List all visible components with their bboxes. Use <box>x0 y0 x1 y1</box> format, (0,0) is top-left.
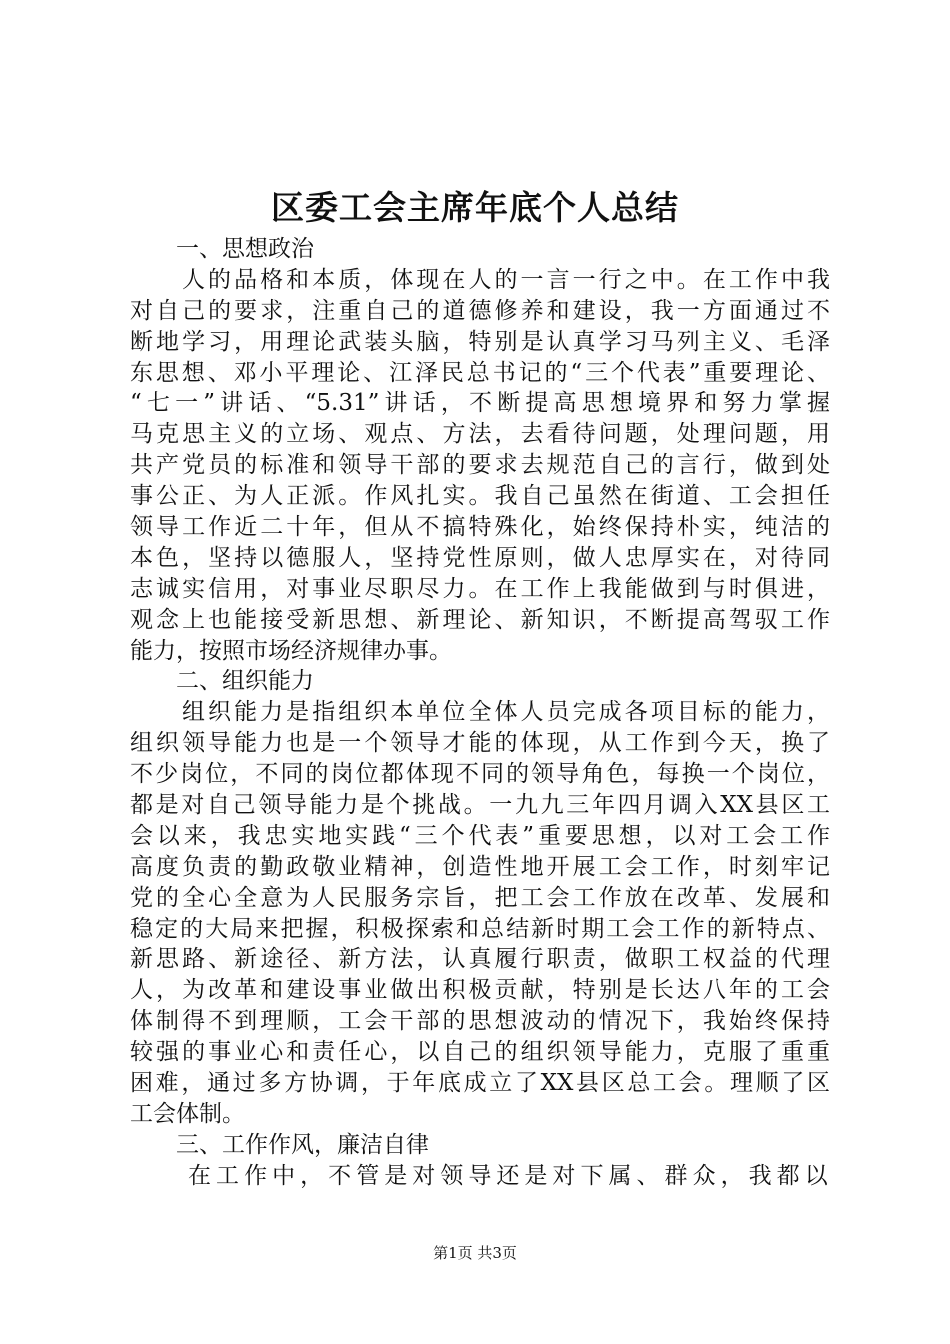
body-line: 工会体制。 <box>130 1100 245 1127</box>
body-line: 体制得不到理顺，工会干部的思想波动的情况下，我始终保持 <box>130 1008 830 1035</box>
body-line: 共产党员的标准和领导干部的要求去规范自己的言行，做到处 <box>130 452 830 479</box>
body-line: 不少岗位，不同的岗位都体现不同的领导角色，每换一个岗位， <box>130 761 830 788</box>
body-line: 马克思主义的立场、观点、方法，去看待问题，处理问题，用 <box>130 421 830 448</box>
document-body <box>130 234 830 1192</box>
body-line: 高度负责的勤政敬业精神，创造性地开展工会工作，时刻牢记 <box>130 853 830 880</box>
body-line: 观念上也能接受新思想、新理论、新知识，不断提高驾驭工作 <box>130 606 830 633</box>
section-heading: 二、组织能力 <box>176 668 314 695</box>
body-line: 会以来，我忠实地实践“三个代表”重要思想，以对工会工作 <box>130 822 830 849</box>
body-line: 党的全心全意为人民服务宗旨，把工会工作放在改革、发展和 <box>130 884 830 911</box>
body-line: 人，为改革和建设事业做出积极贡献，特别是长达八年的工会 <box>130 977 830 1004</box>
body-line: 本色，坚持以德服人，坚持党性原则，做人忠厚实在，对待同 <box>130 544 830 571</box>
body-line: 组织领导能力也是一个领导才能的体现，从工作到今天，换了 <box>130 730 830 757</box>
body-line: 人的品格和本质，体现在人的一言一行之中。在工作中我 <box>182 266 830 293</box>
section-heading: 三、工作作风，廉洁自律 <box>176 1131 429 1158</box>
body-line: 事公正、为人正派。作风扎实。我自己虽然在街道、工会担任 <box>130 483 830 510</box>
body-line: 断地学习，用理论武装头脑，特别是认真学习马列主义、毛泽 <box>130 328 830 355</box>
body-line: “七一”讲话、“5.31”讲话，不断提高思想境界和努力掌握 <box>130 390 830 417</box>
body-line: 领导工作近二十年，但从不搞特殊化，始终保持朴实，纯洁的 <box>130 514 830 541</box>
document-title: 区委工会主席年底个人总结 <box>271 188 679 227</box>
body-line: 新思路、新途径、新方法，认真履行职责，做职工权益的代理 <box>130 946 830 973</box>
section-heading: 一、思想政治 <box>176 236 314 262</box>
body-line: 组织能力是指组织本单位全体人员完成各项目标的能力， <box>182 699 830 726</box>
body-line: 对自己的要求，注重自己的道德修养和建设，我一方面通过不 <box>130 297 830 324</box>
body-line: 较强的事业心和责任心，以自己的组织领导能力，克服了重重 <box>130 1039 830 1066</box>
body-line: 稳定的大局来把握，积极探索和总结新时期工会工作的新特点、 <box>130 915 830 942</box>
body-line: 能力，按照市场经济规律办事。 <box>130 637 452 664</box>
body-line: 在工作中，不管是对领导还是对下属、群众，我都以 <box>188 1162 830 1189</box>
body-line: 志诚实信用，对事业尽职尽力。在工作上我能做到与时俱进， <box>130 575 830 602</box>
body-line: 东思想、邓小平理论、江泽民总书记的“三个代表”重要理论、 <box>130 359 830 386</box>
body-line: 困难，通过多方协调，于年底成立了XX县区总工会。理顺了区 <box>130 1070 830 1097</box>
page-footer: 第1页 共3页 <box>433 1244 517 1262</box>
body-line: 都是对自己领导能力是个挑战。一九九三年四月调入XX县区工 <box>130 792 830 819</box>
